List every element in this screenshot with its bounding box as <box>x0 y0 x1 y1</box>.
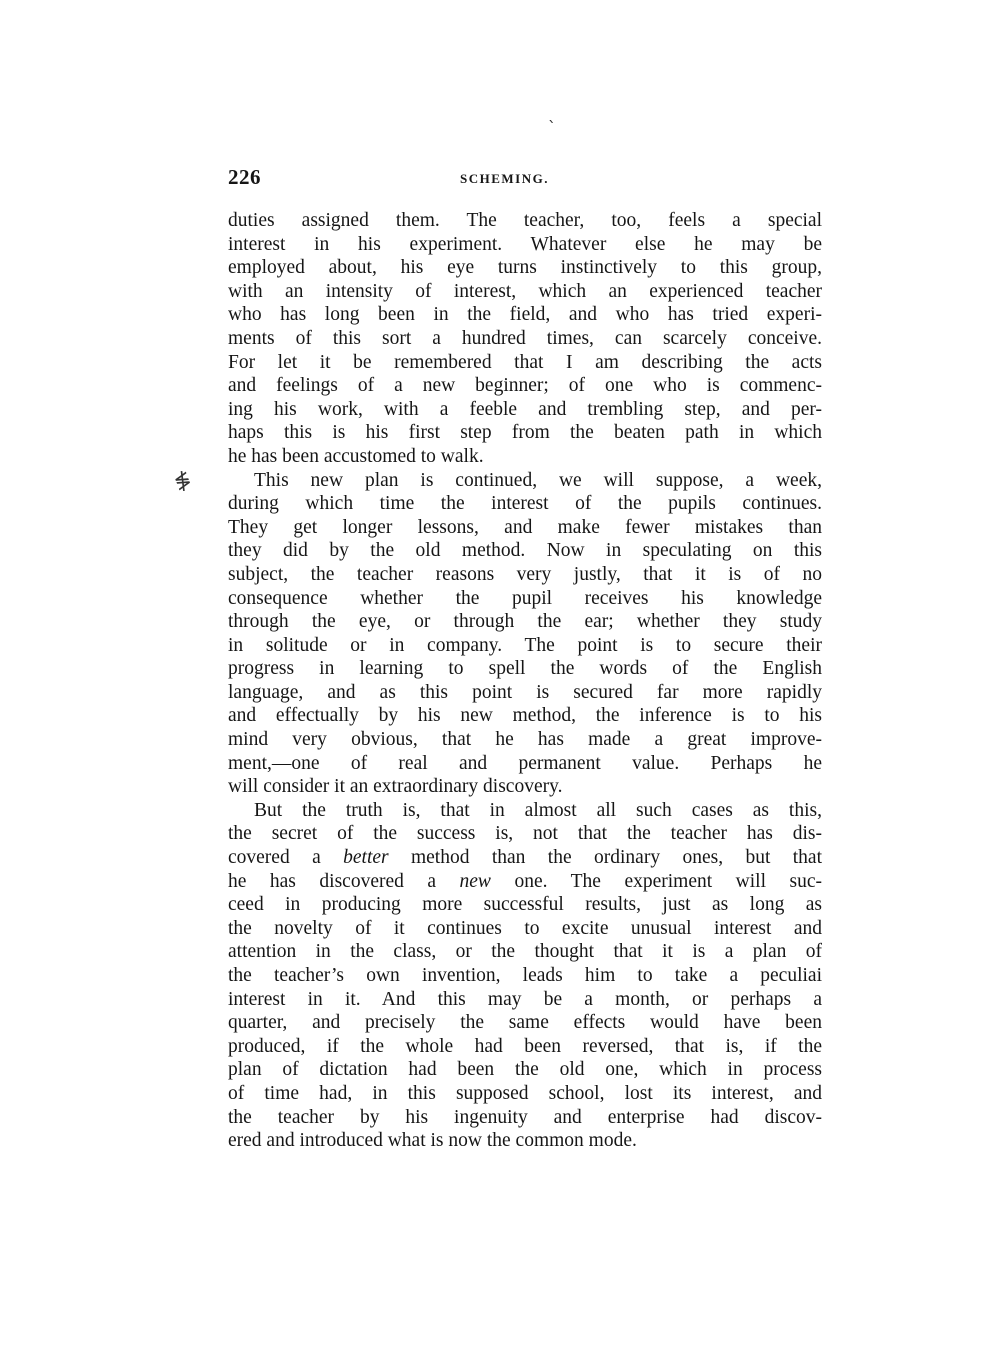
text-line: of time had, in this supposed school, lost its interest, and <box>228 1082 822 1104</box>
text-line: employed about, his eye turns instinctively to this group, <box>228 257 822 279</box>
text-line: through the eye, or through the ear; whether they study <box>228 611 822 633</box>
text-line <box>228 870 822 894</box>
text-line: interest in his experiment. Whatever else he may be <box>228 233 822 255</box>
text-line: ceed in producing more successful results, just as long as <box>228 894 822 916</box>
text-line: quarter, and precisely the same effects would have been <box>228 1012 822 1034</box>
text-line: They get longer lessons, and make fewer mistakes than <box>228 516 822 538</box>
body-text <box>228 209 822 1153</box>
top-tick-mark: ˎ <box>548 104 556 123</box>
text-segment: method than the ordinary ones, but that <box>388 847 822 869</box>
text-line: ments of this sort a hundred times, can scarcely conceive. <box>228 327 822 349</box>
text-line: the secret of the success is, not that the teacher has dis- <box>228 823 822 845</box>
text-line: consequence whether the pupil receives his knowledge <box>228 587 822 609</box>
text-line: But the truth is, that in almost all such cases as this, <box>254 799 822 821</box>
margin-annotation-mark: ≸ <box>170 465 195 495</box>
page-number: 226 <box>228 165 261 189</box>
text-line: with an intensity of interest, which an experienced teacher <box>228 280 822 302</box>
text-line: in solitude or in company. The point is to secure their <box>228 634 822 656</box>
text-line: attention in the class, or the thought that it is a plan of <box>228 941 822 963</box>
text-line: who has long been in the field, and who has tried experi- <box>228 304 822 326</box>
text-line <box>228 846 822 870</box>
text-line: the teacher by his ingenuity and enterprise had discov- <box>228 1106 822 1128</box>
text-segment: covered a <box>228 847 344 869</box>
text-line: they did by the old method. Now in speculating on this <box>228 540 822 562</box>
text-line: and effectually by his new method, the inference is to his <box>228 705 822 727</box>
text-line: language, and as this point is secured far more rapidly <box>228 681 822 703</box>
text-line: he has been accustomed to walk. <box>228 445 484 467</box>
running-head: SCHEMING. <box>460 171 549 186</box>
text-line: ing his work, with a feeble and trembling step, and per- <box>228 398 822 420</box>
text-line: This new plan is continued, we will suppose, a week, <box>254 469 822 491</box>
text-line: duties assigned them. The teacher, too, feels a special <box>228 210 822 231</box>
text-line: and feelings of a new beginner; of one who is commenc- <box>228 375 822 397</box>
text-line: interest in it. And this may be a month, or perhaps a <box>228 988 822 1010</box>
text-line: plan of dictation had been the old one, which in process <box>228 1059 822 1081</box>
text-line: haps this is his first step from the beaten path in which <box>228 422 822 444</box>
text-line: progress in learning to spell the words of the English <box>228 658 822 680</box>
text-line: For let it be remembered that I am describing the acts <box>228 351 822 373</box>
italic-emphasis: new <box>459 870 491 892</box>
text-line: mind very obvious, that he has made a great improve- <box>228 729 822 751</box>
text-line: during which time the interest of the pupils continues. <box>228 493 822 515</box>
paragraph-p2 <box>228 469 822 799</box>
text-line: the novelty of it continues to excite unusual interest and <box>228 917 822 939</box>
text-segment: one. The experiment will suc- <box>490 870 822 892</box>
italic-emphasis: better <box>343 847 389 869</box>
page-header <box>228 165 822 189</box>
text-line: ment,—one of real and permanent value. Perhaps he <box>228 752 822 774</box>
text-line: ered and introduced what is now the common mode. <box>228 1130 637 1152</box>
text-line: produced, if the whole had been reversed, that is, if the <box>228 1035 822 1057</box>
paragraph-p3 <box>228 799 822 1153</box>
text-segment: he has discovered a <box>228 870 460 892</box>
text-line: the teacher’s own invention, leads him to take a peculiai <box>228 965 822 986</box>
text-line: subject, the teacher reasons very justly, that it is of no <box>228 563 822 585</box>
text-line: will consider it an extraordinary discovery. <box>228 776 563 798</box>
paragraph-p1 <box>228 209 822 469</box>
